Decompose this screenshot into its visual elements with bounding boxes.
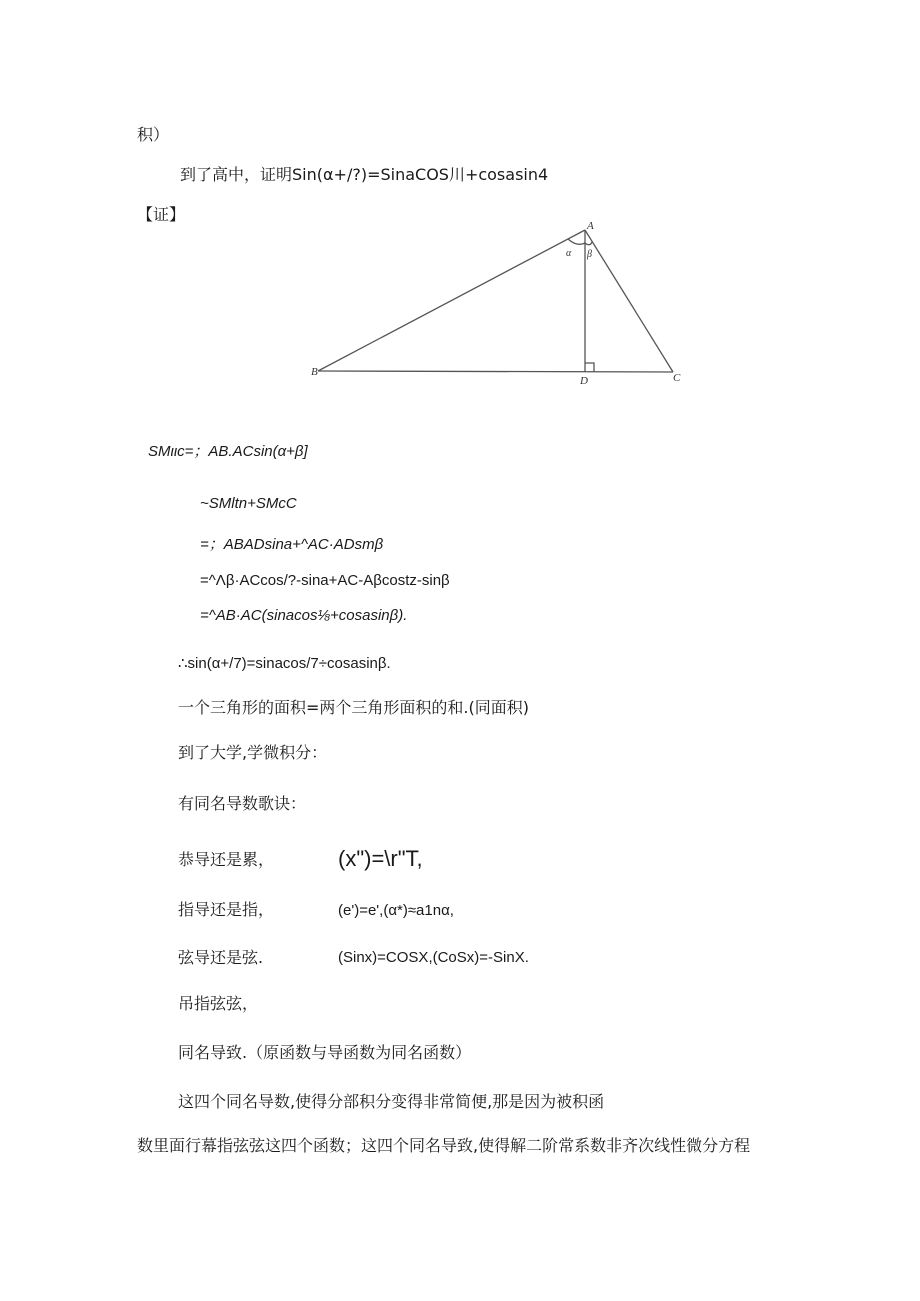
segment-ac	[585, 230, 673, 372]
formula-conclusion: ∴sin(α+/7)=sinacos/7÷cosasinβ.	[178, 655, 391, 672]
text-line-1: 积）	[137, 125, 170, 144]
paragraph-rhyme-intro: 有同名导数歌诀：	[178, 794, 307, 813]
paragraph-integration: 这四个同名导数,使得分部积分变得非常简便,那是因为被积函	[178, 1092, 605, 1111]
formula-area-abc: SMιιc=；AB.ACsin(α+β]	[148, 443, 308, 460]
paragraph-integration-cont: 数里面行幕指弦弦这四个函数；这四个同名导致,使得解二阶常系数非齐次线性微分方程	[137, 1136, 751, 1155]
formula-exponential: (e')=e',(α*)≈a1nα,	[338, 902, 454, 919]
proof-label: 【证】	[137, 205, 186, 224]
label-beta: β	[587, 249, 592, 260]
rhyme-line-exponential: 指导还是指，	[178, 900, 275, 919]
angle-arc	[568, 239, 592, 245]
formula-step-1: =；ABADsina+^AC·ADsmβ	[200, 536, 384, 553]
formula-step-2: =^Λβ·ACcos/?-sina+AC-Aβcostz-sinβ	[200, 572, 450, 589]
label-c: C	[673, 372, 681, 384]
label-d: D	[580, 375, 588, 387]
segment-ab	[318, 230, 585, 371]
formula-power: (x")=\r"T,	[338, 846, 423, 871]
paragraph-university: 到了大学,学微积分：	[178, 743, 328, 762]
label-a: A	[587, 220, 594, 232]
formula-area-split: ~SMltn+SMcC	[200, 495, 297, 512]
label-b: B	[311, 366, 318, 378]
formula-trig: (Sinx)=COSX,(CoSx)=-SinX.	[338, 949, 529, 966]
triangle-figure	[300, 215, 700, 390]
label-alpha: α	[566, 248, 572, 259]
rhyme-line-power: 恭导还是累，	[178, 850, 275, 869]
rhyme-line-trig: 弦导还是弦.	[178, 948, 264, 967]
right-angle-mark	[585, 363, 594, 372]
paragraph-same-area: 一个三角形的面积=两个三角形面积的和.(同面积)	[178, 698, 529, 717]
segment-bc	[318, 371, 673, 372]
formula-step-3: =^AB·AC(sinacos⅛+cosasinβ).	[200, 607, 408, 624]
rhyme-line-summary: 吊指弦弦，	[178, 994, 259, 1013]
rhyme-line-same-name: 同名导致.（原函数与导函数为同名函数）	[178, 1043, 472, 1062]
text-line-2: 到了高中，证明Sin(α+/?)=SinaCOS川+cosasin4	[180, 165, 549, 184]
